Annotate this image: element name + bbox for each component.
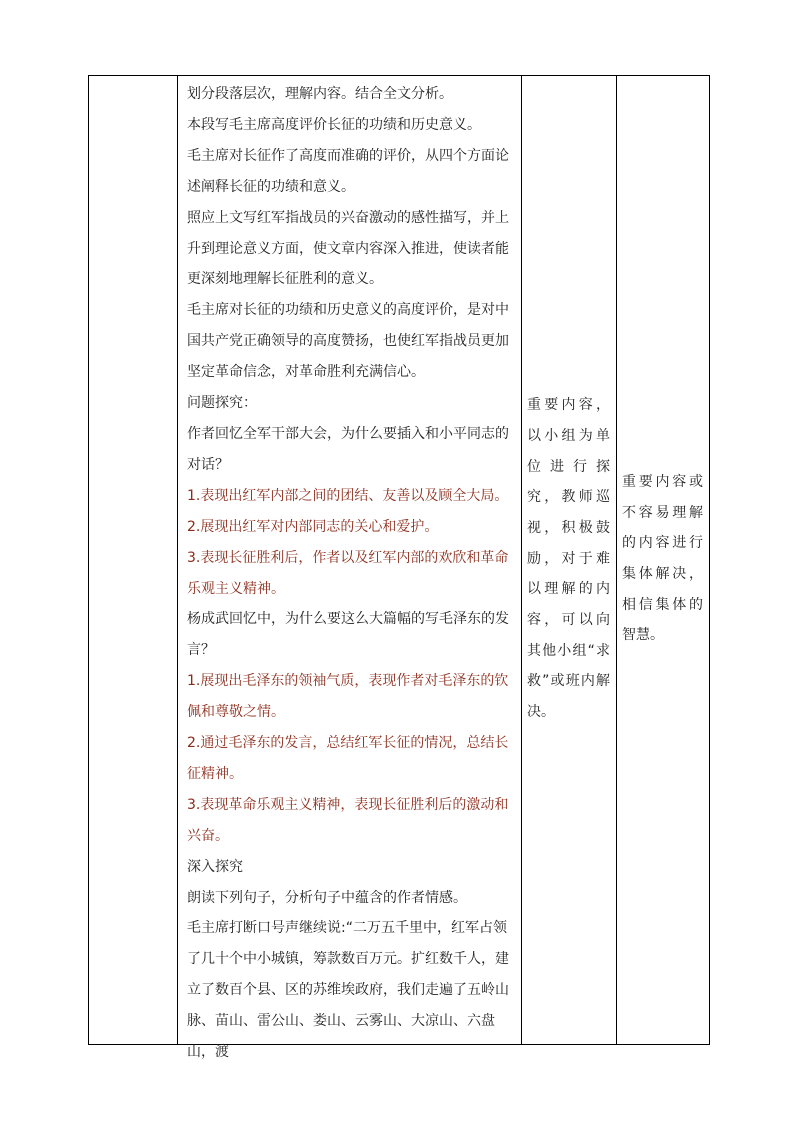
content-paragraph: 杨成武回忆中，为什么要这么大篇幅的写毛泽东的发言？: [187, 611, 509, 659]
content-paragraph: 毛主席对长征的功绩和历史意义的高度评价，是对中国共产党正确领导的高度赞扬，也使红军指战员更加坚定革命信念，对革命胜利充满信心。: [187, 302, 509, 381]
answer-paragraph: 2.展现出红军对内部同志的关心和爱护。: [187, 518, 439, 535]
teaching-content-cell: [178, 76, 522, 1061]
content-paragraph: 划分段落层次，理解内容。结合全文分析。: [187, 86, 453, 102]
content-paragraph: 作者回忆全军干部大会，为什么要插入和小平同志的对话？: [187, 425, 509, 473]
teaching-content: [178, 76, 521, 1061]
answer-paragraph: 3.表现革命乐观主义精神，表现长征胜利后的激动和兴奋。: [187, 796, 509, 844]
content-paragraph: 问题探究：: [187, 395, 257, 412]
content-paragraph: 本段写毛主席高度评价长征的功绩和历史意义。: [187, 116, 481, 133]
answer-paragraph: 1.展现出毛泽东的领袖气质，表现作者对毛泽东的钦佩和尊敬之情。: [187, 673, 509, 721]
content-paragraph: 毛主席对长征作了高度而准确的评价，从四个方面论述阐释长征的功绩和意义。: [187, 147, 509, 195]
table-row: [89, 76, 710, 1045]
content-paragraph: 深入探究: [187, 858, 243, 875]
answer-paragraph: 1.表现出红军内部之间的团结、友善以及顾全大局。: [187, 487, 509, 504]
empty-left-cell: [89, 76, 178, 1045]
answer-paragraph: 3.表现长征胜利后，作者以及红军内部的欢欣和革命乐观主义精神。: [187, 549, 509, 597]
lesson-plan-table: [88, 75, 710, 1061]
design-intent-text: 重要内容或不容易理解的内容进行集体解决，相信集体的智慧。: [622, 473, 703, 644]
content-paragraph: 毛主席打断口号声继续说:“二万五千里中，红军占领了几十个中小城镇，筹款数百万元。扩红数千人，建立了数百个县、区的苏维埃政府，我们走遍了五岭山脉、苗山、雷公山、娄山、云雾山、大凉山、六盘山，渡: [187, 920, 509, 1061]
content-paragraph: 照应上文写红军指战员的兴奋激动的感性描写，并上升到理论意义方面，使文章内容深入推进，使读者能更深刻地理解长征胜利的意义。: [187, 209, 509, 288]
design-intent-cell: [617, 76, 710, 1045]
answer-paragraph: 2.通过毛泽东的发言，总结红军长征的情况，总结长征精神。: [187, 735, 509, 782]
content-paragraph: 朗读下列句子，分析句子中蕴含的作者情感。: [187, 889, 467, 906]
student-activity-text: 重要内容，以小组为单位进行探究，教师巡视，积极鼓励，对于难以理解的内容，可以向其他小组“求救”或班内解决。: [527, 397, 610, 721]
student-activity-cell: [522, 76, 617, 1045]
